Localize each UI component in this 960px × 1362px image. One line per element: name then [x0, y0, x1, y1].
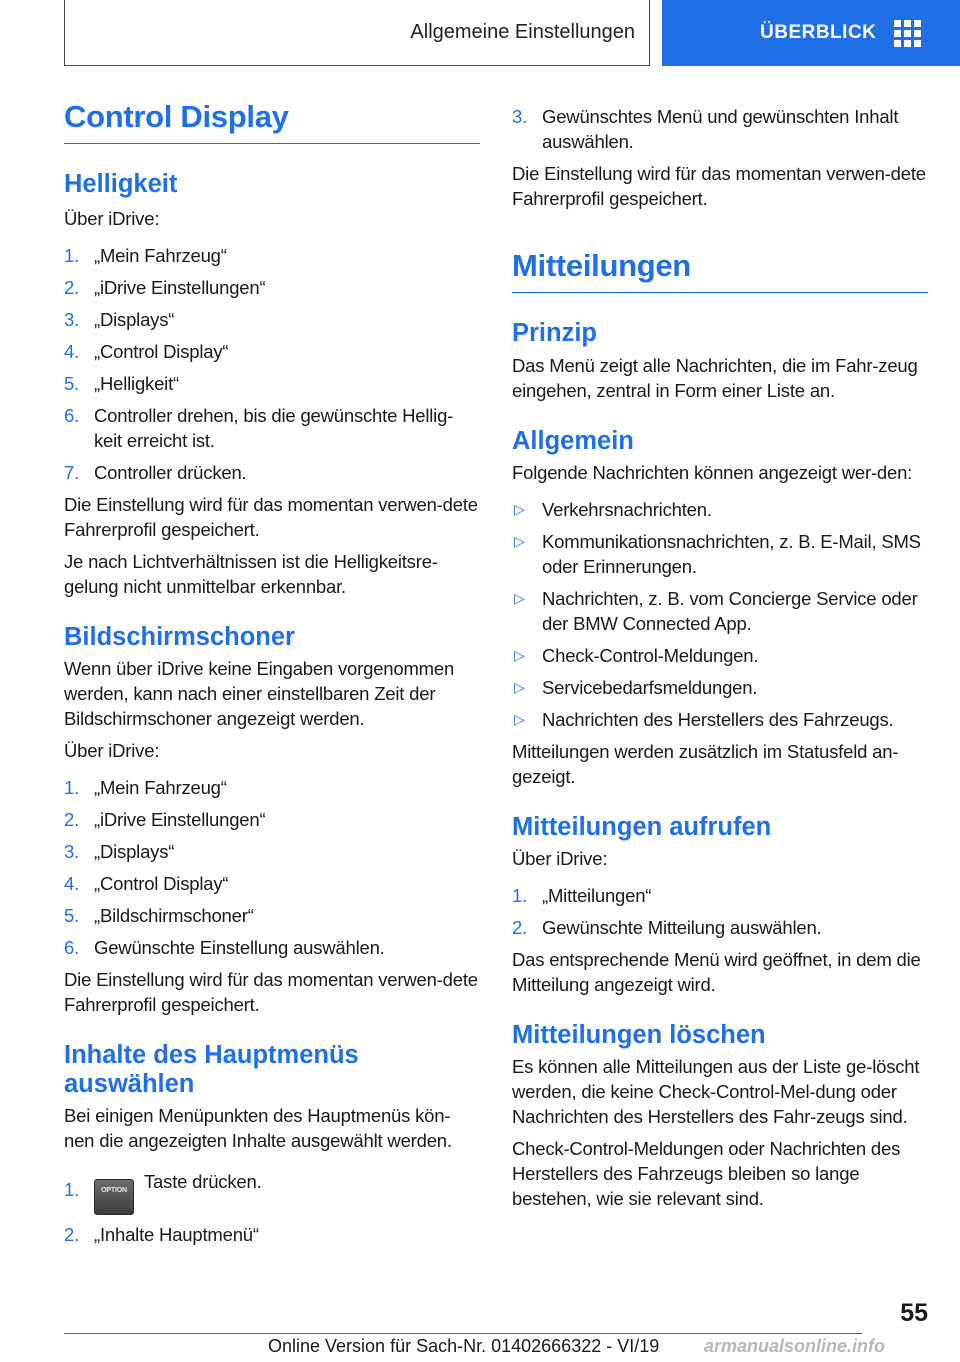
hauptmenue-intro: Bei einigen Menüpunkten des Hauptmenüs kön-nen die angezeigten Inhalte ausgewählt werden.	[64, 1105, 452, 1152]
prinzip-text: Das Menü zeigt alle Nachrichten, die im Fahr-zeug eingehen, zentral in Form einer Liste an.	[512, 354, 918, 401]
list-item: 3. Gewünschtes Menü und gewünschten Inhalt auswählen.	[512, 106, 899, 152]
list-item: ▷ Servicebedarfsmeldungen.	[514, 676, 758, 698]
loeschen-text-1: Es können alle Mitteilungen aus der Liste ge-löscht werden, die keine Check-Control-Mel-dung oder Nachrichten des Herstellers des Fahr-zeugs sind.	[512, 1056, 920, 1128]
list-item: ▷ Check-Control-Meldungen.	[514, 644, 759, 666]
list-item: 2. „iDrive Einstellungen“	[64, 276, 266, 298]
helligkeit-note-2: Je nach Lichtverhältnissen ist die Helligkeitsre-gelung nicht unmittelbar erkennbar.	[64, 550, 438, 597]
triangle-bullet-icon: ▷	[514, 532, 525, 549]
list-item: 1. „Mein Fahrzeug“	[64, 244, 227, 266]
list-item: ▷ Verkehrsnachrichten.	[514, 498, 712, 520]
list-item: 4. „Control Display“	[64, 872, 229, 894]
list-item: 5. „Helligkeit“	[64, 372, 179, 394]
hauptmenue-steps	[64, 1169, 480, 1247]
triangle-bullet-icon: ▷	[514, 646, 525, 663]
list-item: 7. Controller drücken.	[64, 461, 247, 483]
list-item: 1. „Mein Fahrzeug“	[64, 776, 227, 798]
overview-label: ÜBERBLICK	[760, 22, 877, 43]
online-version-text: Online Version für Sach-Nr. 01402666322 - VI/19	[268, 1336, 660, 1356]
triangle-bullet-icon: ▷	[514, 500, 525, 517]
heading-allgemein: Allgemein	[512, 426, 634, 455]
aufrufen-steps	[512, 883, 928, 940]
watermark: armanualsonline.info	[704, 1336, 886, 1356]
heading-hauptmenue: Inhalte des Hauptmenüs auswählen	[64, 1040, 359, 1099]
list-item: 2. „iDrive Einstellungen“	[64, 808, 266, 830]
triangle-bullet-icon: ▷	[514, 678, 525, 695]
hauptmenue-steps-continued	[512, 104, 928, 154]
heading-mitteilungen-aufrufen: Mitteilungen aufrufen	[512, 812, 772, 841]
list-item: 6. Gewünschte Einstellung auswählen.	[64, 936, 385, 958]
helligkeit-intro: Über iDrive:	[64, 207, 160, 229]
list-item: ▷ Nachrichten, z. B. vom Concierge Service oder der BMW Connected App.	[514, 587, 918, 634]
right-column	[512, 104, 928, 1211]
bildschirmschoner-intro: Wenn über iDrive keine Eingaben vorgenommen werden, kann nach einer einstellbaren Zeit der Bildschirmschoner angezeigt werden.	[64, 657, 455, 729]
triangle-bullet-icon: ▷	[514, 589, 525, 606]
list-item: 2. Gewünschte Mitteilung auswählen.	[512, 917, 822, 939]
list-item: 3. „Displays“	[64, 840, 175, 862]
overview-tab[interactable]	[662, 0, 960, 66]
option-button-icon: OPTION	[94, 1179, 134, 1215]
section-header	[64, 0, 650, 66]
list-item: 1. OPTION Taste drücken.	[64, 1169, 480, 1215]
section-title-mitteilungen: Mitteilungen	[512, 247, 928, 293]
grid-icon	[894, 20, 921, 47]
allgemein-note: Mitteilungen werden zusätzlich im Statusfeld an-gezeigt.	[512, 740, 899, 787]
triangle-bullet-icon: ▷	[514, 710, 525, 727]
page-title: Control Display	[64, 98, 480, 144]
bildschirmschoner-steps	[64, 775, 480, 960]
list-item: 5. „Bildschirmschoner“	[64, 904, 254, 926]
list-item: ▷ Nachrichten des Herstellers des Fahrzeugs.	[514, 708, 894, 730]
footer-divider	[64, 1333, 862, 1334]
heading-helligkeit: Helligkeit	[64, 170, 178, 199]
list-item: 6. Controller drehen, bis die gewünschte Hellig-keit erreicht ist.	[64, 404, 454, 451]
heading-prinzip: Prinzip	[512, 319, 598, 348]
aufrufen-note: Das entsprechende Menü wird geöffnet, in dem die Mitteilung angezeigt wird.	[512, 949, 921, 996]
loeschen-text-2: Check-Control-Meldungen oder Nachrichten des Herstellers des Fahrzeugs bleiben so lange bestehen, wie sie relevant sind.	[512, 1138, 901, 1210]
allgemein-intro: Folgende Nachrichten können angezeigt wer-den:	[512, 461, 913, 483]
heading-bildschirmschoner: Bildschirmschoner	[64, 622, 295, 651]
left-column	[64, 98, 480, 1254]
message-types-list	[512, 497, 928, 732]
page-number: 55	[900, 1299, 928, 1327]
helligkeit-steps	[64, 243, 480, 485]
bildschirmschoner-note: Die Einstellung wird für das momentan verwen-dete Fahrerprofil gespeichert.	[64, 968, 478, 1015]
hauptmenue-note: Die Einstellung wird für das momentan verwen-dete Fahrerprofil gespeichert.	[512, 163, 926, 209]
helligkeit-note-1: Die Einstellung wird für das momentan verwen-dete Fahrerprofil gespeichert.	[64, 493, 478, 540]
bildschirmschoner-intro-2: Über iDrive:	[64, 739, 160, 761]
list-item: ▷ Kommunikationsnachrichten, z. B. E-Mail, SMS oder Erinnerungen.	[514, 530, 921, 577]
heading-mitteilungen-loeschen: Mitteilungen löschen	[512, 1021, 766, 1050]
list-item: 1. „Mitteilungen“	[512, 885, 652, 907]
aufrufen-intro: Über iDrive:	[512, 848, 608, 870]
list-item: 3. „Displays“	[64, 308, 175, 330]
list-item: 2. „Inhalte Hauptmenü“	[64, 1224, 259, 1246]
section-title: Allgemeine Einstellungen	[410, 21, 635, 43]
list-item: 4. „Control Display“	[64, 340, 229, 362]
